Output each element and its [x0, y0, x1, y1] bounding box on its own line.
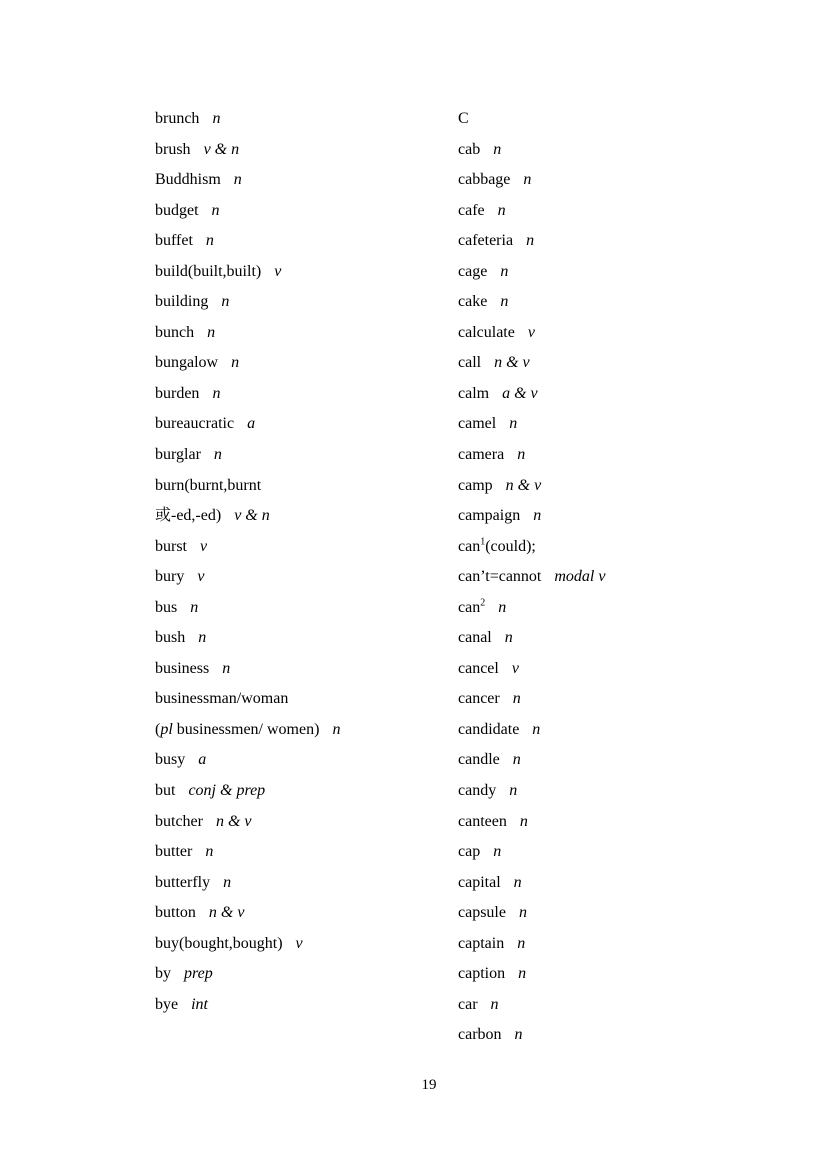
part-of-speech-label: n — [509, 782, 518, 800]
word-text: camel — [458, 415, 497, 433]
part-of-speech-label: prep — [184, 965, 213, 983]
part-of-speech-label: n — [212, 384, 221, 402]
word-superscript: 1 — [480, 536, 486, 548]
word-entry — [155, 348, 340, 379]
word-text: camera — [458, 446, 505, 464]
word-text: cab — [458, 140, 481, 158]
part-of-speech-label: n — [533, 507, 542, 525]
word-entry — [155, 898, 340, 929]
word-entry — [155, 776, 340, 807]
word-text: (could); — [485, 537, 536, 555]
part-of-speech-label: a & v — [502, 384, 538, 402]
word-entry — [155, 990, 340, 1021]
word-entry — [458, 929, 605, 960]
word-entry — [155, 318, 340, 349]
word-text: car — [458, 995, 478, 1013]
word-text: cafeteria — [458, 232, 514, 250]
word-entry — [155, 471, 340, 502]
part-of-speech-label: n & v — [494, 354, 530, 372]
part-of-speech-label: n & v — [208, 904, 245, 922]
word-text: buffet — [155, 232, 193, 250]
word-text: businessmen/ women) — [172, 720, 320, 738]
word-entry — [458, 562, 605, 593]
word-entry — [458, 104, 605, 135]
part-of-speech-label: conj & prep — [188, 782, 266, 800]
word-text: campaign — [458, 507, 521, 525]
word-entry — [155, 929, 340, 960]
word-superscript: 2 — [480, 597, 486, 609]
word-entry — [155, 715, 340, 746]
word-entry — [458, 532, 605, 563]
part-of-speech-label: v & n — [203, 140, 240, 158]
word-entry — [458, 1020, 605, 1051]
part-of-speech-label: n — [517, 934, 526, 952]
word-entry — [458, 135, 605, 166]
part-of-speech-label: n — [223, 873, 232, 891]
word-entry — [458, 348, 605, 379]
word-entry — [458, 471, 605, 502]
word-entry — [155, 837, 340, 868]
word-entry — [155, 532, 340, 563]
word-text: can — [458, 598, 481, 616]
word-text: butterfly — [155, 873, 211, 891]
word-text: button — [155, 904, 196, 922]
word-text: carbon — [458, 1026, 502, 1044]
part-of-speech-label: n & v — [215, 812, 252, 830]
word-entry — [458, 226, 605, 257]
word-text: butcher — [155, 812, 203, 830]
word-text: candle — [458, 751, 500, 769]
part-of-speech-label: n — [213, 446, 222, 464]
part-of-speech-label: n — [205, 843, 214, 861]
word-text: 或-ed,-ed) — [155, 507, 222, 525]
word-text: cancer — [458, 690, 500, 708]
word-text: bungalow — [155, 354, 219, 372]
word-text: Buddhism — [155, 171, 221, 189]
word-text: cap — [458, 843, 481, 861]
word-list-column-left — [155, 104, 340, 1020]
word-text: build(built,built) — [155, 262, 262, 280]
word-entry — [155, 501, 340, 532]
word-text: bye — [155, 995, 179, 1013]
part-of-speech-label: a — [247, 415, 256, 433]
word-entry — [458, 868, 605, 899]
word-entry — [458, 196, 605, 227]
word-text: brunch — [155, 110, 200, 127]
part-of-speech-label: n — [498, 598, 507, 616]
word-text: calm — [458, 384, 490, 402]
word-entry — [155, 226, 340, 257]
word-text: burn(burnt,burnt — [155, 476, 262, 494]
word-entry — [458, 501, 605, 532]
word-text: bunch — [155, 323, 195, 341]
word-text: budget — [155, 201, 199, 219]
word-entry — [155, 868, 340, 899]
word-text: cafe — [458, 201, 485, 219]
part-of-speech-label: n — [513, 873, 522, 891]
part-of-speech-label: n — [532, 720, 541, 738]
word-text: caption — [458, 965, 506, 983]
part-of-speech-label: n — [207, 323, 216, 341]
word-entry — [155, 196, 340, 227]
word-entry — [458, 165, 605, 196]
part-of-speech-label: n — [512, 751, 521, 769]
part-of-speech-label: n — [211, 201, 220, 219]
word-text: candy — [458, 782, 497, 800]
part-of-speech-label: n — [526, 232, 535, 250]
part-of-speech-label: n — [500, 262, 509, 280]
word-entry — [458, 593, 605, 624]
word-entry — [155, 379, 340, 410]
word-text: but — [155, 782, 176, 800]
part-of-speech-label: n — [500, 293, 509, 311]
part-of-speech-label: n — [198, 629, 207, 647]
word-text: burst — [155, 537, 187, 555]
part-of-speech-label: n — [517, 446, 526, 464]
word-entry — [155, 165, 340, 196]
word-text: by — [155, 965, 171, 983]
part-of-speech-label: n & v — [505, 476, 542, 494]
part-of-speech-label: n — [518, 965, 527, 983]
word-entry — [458, 745, 605, 776]
word-entry — [458, 379, 605, 410]
part-of-speech-label: v — [511, 659, 519, 677]
word-entry — [155, 287, 340, 318]
word-entry — [458, 715, 605, 746]
part-of-speech-label: n — [231, 354, 240, 372]
part-of-speech-label: n — [222, 659, 231, 677]
word-text: ( — [155, 720, 161, 738]
word-entry — [458, 898, 605, 929]
word-entry — [458, 287, 605, 318]
word-entry — [155, 654, 340, 685]
word-text: burglar — [155, 446, 201, 464]
part-of-speech-label: n — [493, 140, 502, 158]
word-text: candidate — [458, 720, 520, 738]
word-entry — [155, 807, 340, 838]
word-entry — [458, 318, 605, 349]
word-text: bury — [155, 568, 185, 586]
part-of-speech-label: v — [527, 323, 535, 341]
word-entry — [155, 959, 340, 990]
part-of-speech-label: n — [509, 415, 518, 433]
word-entry — [155, 562, 340, 593]
word-entry — [458, 440, 605, 471]
word-entry — [155, 745, 340, 776]
word-text: cake — [458, 293, 488, 311]
word-text: capsule — [458, 904, 506, 922]
part-of-speech-label: n — [519, 812, 528, 830]
word-text: building — [155, 293, 209, 311]
word-text: cage — [458, 262, 488, 280]
word-entry — [458, 776, 605, 807]
word-entry — [155, 104, 340, 135]
word-text: canteen — [458, 812, 507, 830]
part-of-speech-label: n — [190, 598, 199, 616]
part-of-speech-label: n — [512, 690, 521, 708]
word-entry — [458, 623, 605, 654]
word-entry — [458, 684, 605, 715]
word-entry — [155, 593, 340, 624]
part-of-speech-label: n — [233, 171, 242, 189]
part-of-speech-label: v — [295, 934, 303, 952]
part-of-speech-label: n — [518, 904, 527, 922]
word-text: businessman/woman — [155, 690, 289, 708]
part-of-speech-label: n — [205, 232, 214, 250]
word-text: brush — [155, 140, 191, 158]
word-text: call — [458, 354, 482, 372]
part-of-speech-label: n — [514, 1026, 523, 1044]
part-of-speech-label: n — [332, 720, 341, 738]
word-text: butter — [155, 843, 193, 861]
word-text: cabbage — [458, 171, 511, 189]
word-text: busy — [155, 751, 186, 769]
word-text: bush — [155, 629, 186, 647]
word-text: burden — [155, 384, 200, 402]
word-list-column-right — [458, 104, 605, 1051]
word-entry — [458, 654, 605, 685]
word-entry — [458, 807, 605, 838]
word-entry — [458, 409, 605, 440]
word-text: C — [458, 110, 469, 127]
part-of-speech-label: v & n — [234, 507, 270, 525]
word-entry — [458, 257, 605, 288]
part-of-speech-label: v — [197, 568, 205, 586]
word-text: cancel — [458, 659, 499, 677]
word-entry — [155, 257, 340, 288]
part-of-speech-label: n — [221, 293, 230, 311]
part-of-speech-label: n — [523, 171, 532, 189]
part-of-speech-label: n — [504, 629, 513, 647]
word-text: business — [155, 659, 210, 677]
word-text: buy(bought,bought) — [155, 934, 283, 952]
part-of-speech-label: v — [200, 537, 208, 555]
word-text: captain — [458, 934, 505, 952]
part-of-speech-label: int — [191, 995, 208, 1013]
part-of-speech-label: n — [493, 843, 502, 861]
word-text: pl — [160, 720, 173, 738]
word-text: bus — [155, 598, 178, 616]
word-text: can — [458, 537, 481, 555]
part-of-speech-label: n — [490, 995, 499, 1013]
word-entry — [155, 440, 340, 471]
word-entry — [458, 990, 605, 1021]
word-text: capital — [458, 873, 501, 891]
word-entry — [458, 837, 605, 868]
part-of-speech-label: n — [497, 201, 506, 219]
word-entry — [155, 623, 340, 654]
part-of-speech-label: n — [212, 110, 221, 127]
part-of-speech-label: a — [198, 751, 207, 769]
word-text: calculate — [458, 323, 515, 341]
word-text: canal — [458, 629, 492, 647]
page-number: 19 — [421, 1077, 437, 1093]
word-entry — [155, 409, 340, 440]
word-text: camp — [458, 476, 493, 494]
word-text: bureaucratic — [155, 415, 235, 433]
word-entry — [458, 959, 605, 990]
word-text: can’t=cannot — [458, 568, 542, 586]
word-entry — [155, 684, 340, 715]
part-of-speech-label: modal v — [554, 568, 606, 586]
part-of-speech-label: v — [274, 262, 282, 280]
word-entry — [155, 135, 340, 166]
